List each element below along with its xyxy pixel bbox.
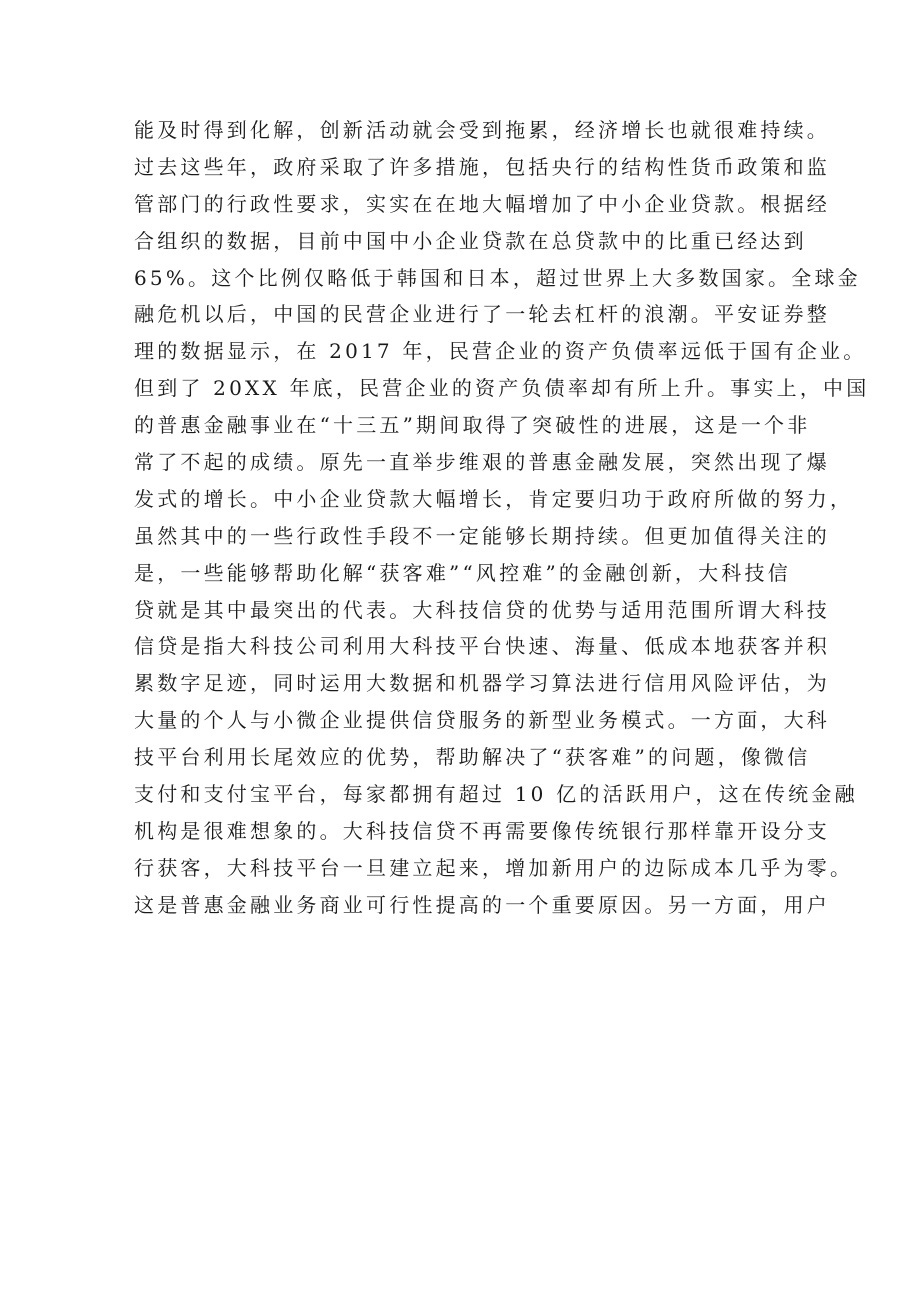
text-line: 贷就是其中最突出的代表。大科技信贷的优势与适用范围所谓大科技 xyxy=(134,597,830,622)
text-line: 合组织的数据，目前中国中小企业贷款在总贷款中的比重已经达到 xyxy=(134,228,807,253)
text-line: 能及时得到化解，创新活动就会受到拖累，经济增长也就很难持续。 xyxy=(134,118,830,142)
text-line: 发式的增长。中小企业贷款大幅增长，肯定要归功于政府所做的努力， xyxy=(134,486,854,511)
text-line: 65%。这个比例仅略低于韩国和日本，超过世界上大多数国家。全球金 xyxy=(134,265,861,290)
text-line: 理的数据显示，在 2017 年，民营企业的资产负债率远低于国有企业。 xyxy=(134,339,867,364)
text-line: 累数字足迹，同时运用大数据和机器学习算法进行信用风险评估，为 xyxy=(134,671,830,696)
text-line: 融危机以后，中国的民营企业进行了一轮去杠杆的浪潮。平安证券整 xyxy=(134,302,830,327)
text-line: 虽然其中的一些行政性手段不一定能够长期持续。但更加值得关注的 xyxy=(134,523,830,548)
text-line: 技平台利用长尾效应的优势，帮助解决了“获客难”的问题，像微信 xyxy=(134,745,811,770)
text-line: 管部门的行政性要求，实实在在地大幅增加了中小企业贷款。根据经 xyxy=(134,191,830,216)
text-line: 的普惠金融事业在“十三五”期间取得了突破性的进展，这是一个非 xyxy=(134,413,811,438)
text-line: 这是普惠金融业务商业可行性提高的一个重要原因。另一方面，用户 xyxy=(134,892,830,917)
text-line: 但到了 20XX 年底，民营企业的资产负债率却有所上升。事实上，中国 xyxy=(134,376,870,401)
text-line: 行获客，大科技平台一旦建立起来，增加新用户的边际成本几乎为零。 xyxy=(134,855,854,880)
text-line: 常了不起的成绩。原先一直举步维艰的普惠金融发展，突然出现了爆 xyxy=(134,450,830,475)
text-line: 信贷是指大科技公司利用大科技平台快速、海量、低成本地获客并积 xyxy=(134,634,830,659)
text-line: 大量的个人与小微企业提供信贷服务的新型业务模式。一方面，大科 xyxy=(134,708,830,733)
text-line: 过去这些年，政府采取了许多措施，包括央行的结构性货币政策和监 xyxy=(134,154,830,179)
body-text xyxy=(134,112,870,924)
text-line: 支付和支付宝平台，每家都拥有超过 10 亿的活跃用户，这在传统金融 xyxy=(134,782,858,807)
text-line: 是，一些能够帮助化解“获客难”“风控难”的金融创新，大科技信 xyxy=(134,560,791,585)
text-line: 机构是很难想象的。大科技信贷不再需要像传统银行那样靠开设分支 xyxy=(134,818,830,843)
